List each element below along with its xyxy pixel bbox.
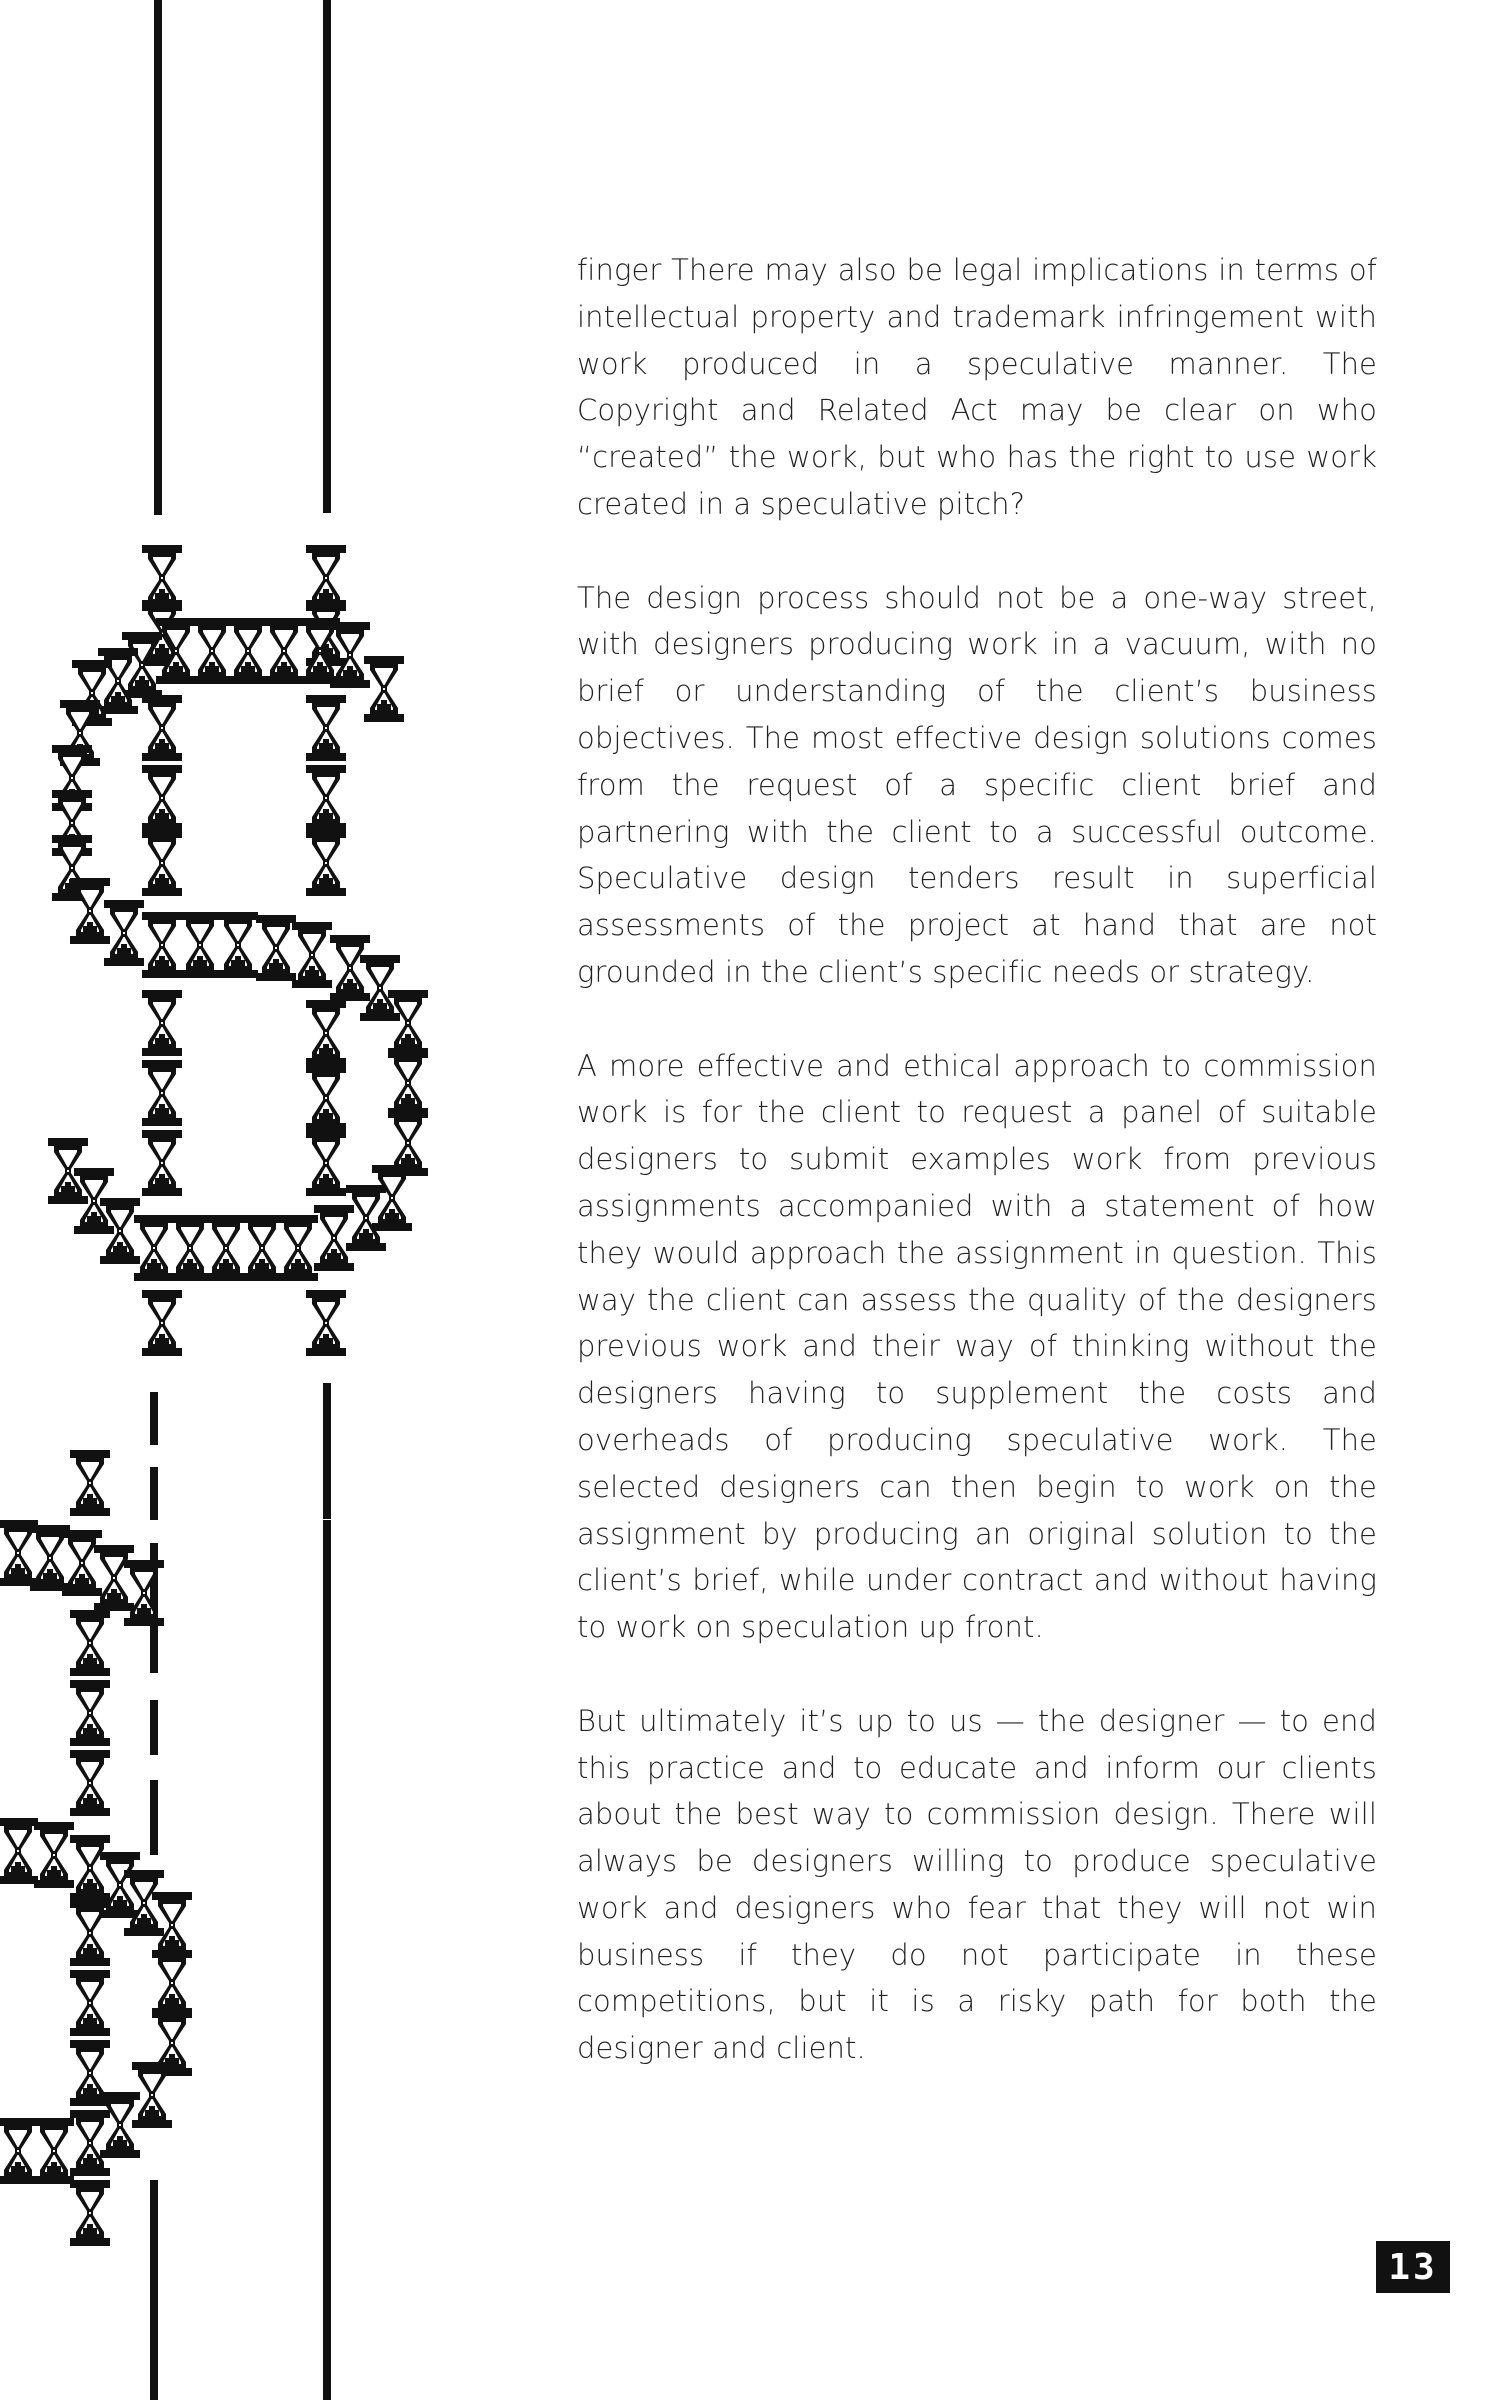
paragraph: finger There may also be legal implications in terms of intellectual property and trademark infringement with work produced in a speculative manner. The Copyright and Related Act may be clear on who “created” the work, but who has the right to use work created in a speculative pitch? [577,253,1377,521]
lower-dollar-sign [0,1450,331,2400]
page-number: 13 [1376,2241,1450,2293]
paragraph: A more effective and ethical approach to commission work is for the client to request a panel of suitable designers to submit examples work from previous assignments accompanied with a statement of how they would approach the assignment in question. This way the client can assess the quality of the designers previous work and their way of thinking without the designers having to supplement the costs and overheads of producing speculative work. The selected designers can then begin to work on the assignment by producing an original solution to the client’s brief, while under contract and without having to work on speculation up front. [577,1048,1377,1645]
article-body [577,247,1377,2119]
upper-dollar-sign [48,545,428,1356]
paragraph: The design process should not be a one-way street, with designers producing work in a vacuum, with no brief or understanding of the client’s business objectives. The most effective design solutions comes from the request of a specific client brief and partnering with the client to a successful outcome. Speculative design tenders result in superficial assessments of the project at hand that are not grounded in the client’s specific needs or strategy. [577,580,1377,989]
dollar-sign-hourglass-art [0,0,440,2400]
paragraph: But ultimately it’s up to us — the designer — to end this practice and to educate and inform our clients about the best way to commission design. There will always be designers willing to produce speculative work and designers who fear that they will not win business if they do not participate in these competitions, but it is a risky path for both the designer and client. [577,1703,1377,2066]
